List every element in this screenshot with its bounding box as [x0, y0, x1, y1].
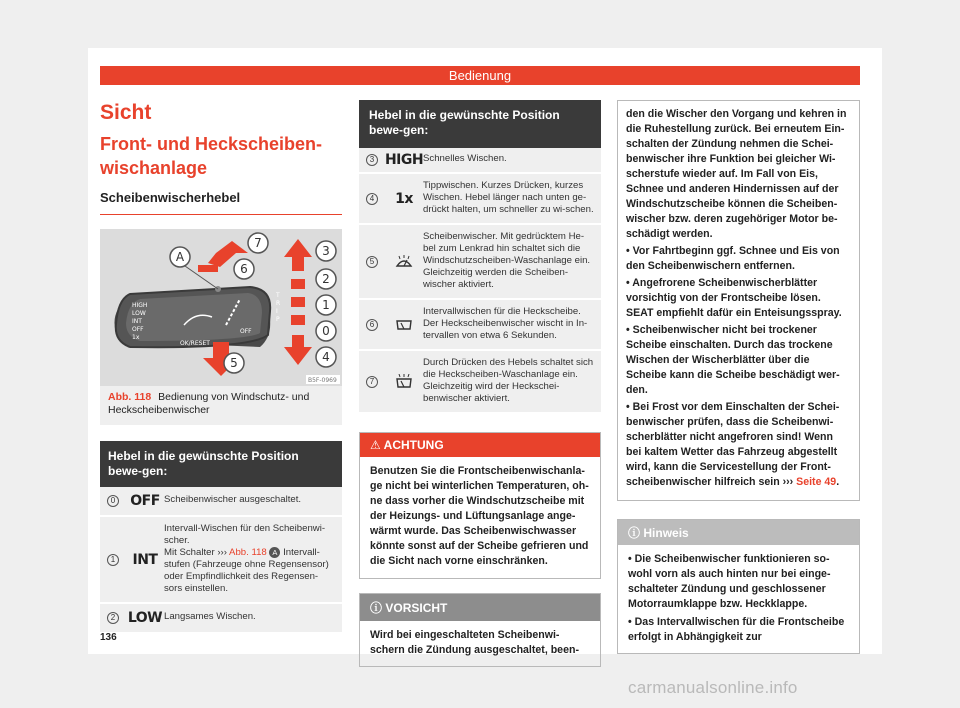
position-desc: Durch Drücken des Hebels schaltet sich die Heckscheiben-Waschanlage ein. Gleichzeitig wird der Heckschei-benwischer aktiviert. [423, 357, 594, 404]
position-desc: Langsames Wischen. [164, 610, 256, 622]
callout-6: 6 [240, 262, 248, 276]
section-header: Bedienung [100, 66, 860, 85]
position-desc: Scheibenwischer. Mit gedrücktem He-bel zum Lenkrad hin schaltet sich die Windschutzscheiben-Waschanlage ein. Gleichzeitig werden die Scheiben-wischer aktiviert. [423, 231, 591, 290]
caution-continued-text: den die Wischer den Vorgang und kehren in die Ruhestellung zurück. Bei erneutem Ein-schalten der Zündung nehmen die Schei-benwischer ihre Funktion bei gleicher Wi-scherstufe wieder auf. Im Fall von Eis, Schnee und anderen Hindernissen auf der Windschutzscheibe können die Scheiben-wischer bzw. deren zugehöriger Motor be-schädigt werden. [626, 108, 847, 240]
position-symbol-high: HIGH [384, 152, 424, 168]
caution-box [359, 593, 601, 667]
position-number: 6 [366, 319, 378, 331]
figure-caption [100, 386, 342, 425]
table-header: Hebel in die gewünschte Position bewe-gen: [100, 441, 342, 487]
chapter-title [100, 132, 342, 180]
position-desc: Scheibenwischer ausgeschaltet. [164, 493, 302, 505]
position-table-1 [100, 441, 342, 634]
wiper-lever-figure [100, 229, 342, 386]
callout-5: 5 [230, 356, 238, 370]
position-symbol-low: LOW [127, 610, 163, 626]
caution-icon: ⓘ [370, 601, 383, 615]
warning-text: Benutzen Sie die Frontscheibenwischanla-ge nicht bei winterlichen Temperaturen, oh-ne dass vorher die Windschutzscheibe mit der Heizungs- und Lüftungsanlage ange-wärmt wurde. Das Scheibenwischwasser könnte sonst auf der Scheibe gefrieren und die Sicht nach vorne einschränken. [370, 465, 589, 567]
callout-2: 2 [322, 272, 330, 286]
table-row [359, 300, 601, 351]
figure-ref: Abb. 118 [108, 391, 152, 403]
callout-0: 0 [322, 324, 330, 338]
position-number: 0 [107, 495, 119, 507]
hint-text [618, 545, 859, 653]
callout-1: 1 [322, 298, 330, 312]
position-desc: Intervall-Wischen für den Scheibenwi-scher. Mit Schalter ››› Abb. 118 A Intervall-stufen (Fahrzeuge ohne Regensensor) oder Empfindlichkeit des Regensen-sors einstellen. [164, 523, 329, 594]
table-header: Hebel in die gewünschte Position bewe-gen: [359, 100, 601, 148]
lever-label-int: INT [132, 318, 142, 325]
lever-label-1x: 1x [132, 334, 140, 341]
table-row [100, 487, 342, 517]
lever-label-ok-reset: OK/RESET [180, 340, 210, 347]
figure-code: B5F-0969 [308, 377, 337, 384]
list-item: • Scheibenwischer nicht bei trockener Scheibe einschalten. Durch das trockene Wischen der Wischerblätter über die Scheibe kann die Scheibe beschädigt wer-den. [626, 324, 840, 396]
lever-label-trip: T [276, 292, 280, 299]
table-row [359, 351, 601, 414]
watermark: carmanualsonline.info [628, 678, 798, 697]
callout-4: 4 [322, 350, 330, 364]
position-desc: Intervallwischen für die Heckscheibe. Der Heckscheibenwischer wischt in In-tervallen von etwa 6 Sekunden. [423, 306, 588, 341]
position-symbol-off: OFF [130, 493, 160, 509]
washer-front-icon [385, 225, 423, 298]
column-middle [359, 100, 601, 667]
rear-washer-icon [385, 351, 423, 412]
hint-header: ⓘ Hinweis [618, 520, 859, 545]
wiper-lever-illustration [100, 229, 342, 386]
hint-box [617, 519, 860, 654]
page-title: Sicht [100, 101, 152, 124]
figure-caption-text: Bedienung von Windschutz- und Heckscheibenwischer [108, 391, 310, 416]
position-number: 5 [366, 256, 378, 268]
column-left [100, 100, 342, 634]
chapter-title-line1: Front- und Heckscheiben- [100, 134, 323, 154]
list-item: • Bei Frost vor dem Einschalten der Schei-benwischer prüfen, dass die Scheibenwi-scherblätter nicht angefroren sind! Wenn bei kaltem Wetter das Fahrzeug abgestellt wird, kann die Servicestellung der Front-scheibenwischer hilfreich sein ››› Seite 49. [626, 401, 840, 488]
info-icon: ⓘ [628, 526, 641, 540]
table-row [100, 604, 342, 634]
position-number: 2 [107, 612, 119, 624]
position-number: 1 [107, 554, 119, 566]
lever-label-off-rear: OFF [240, 328, 252, 335]
warning-icon: ⚠ [370, 438, 381, 452]
lever-label-off: OFF [132, 326, 144, 333]
position-number: 4 [366, 193, 378, 205]
rear-wiper-icon [385, 300, 423, 349]
position-desc: Schnelles Wischen. [423, 152, 507, 164]
callout-7: 7 [254, 236, 262, 250]
svg-text:I: I [276, 308, 278, 315]
lever-label-low: LOW [132, 310, 146, 317]
list-item: • Die Scheibenwischer funktionieren so-wohl vorn als auch hinten nur bei einge-schalteter Zündung und geschlossener Motorraumklappe bzw. Heckklappe. [628, 553, 831, 610]
table-row [359, 225, 601, 300]
table-row [100, 517, 342, 604]
warning-header: ⚠ ACHTUNG [360, 433, 600, 457]
callout-A: A [175, 250, 185, 264]
table-row [359, 148, 601, 174]
callout-3: 3 [322, 244, 330, 258]
section-heading: Scheibenwischerhebel [100, 190, 342, 215]
caution-continued-box [617, 100, 860, 501]
column-right [617, 100, 860, 654]
list-item: • Das Intervallwischen für die Frontscheibe erfolgt in Abhängigkeit zur [628, 616, 845, 643]
list-item: • Angefrorene Scheibenwischerblätter vorsichtig von der Frontscheibe lösen. SEAT empfiehlt dafür ein Enteisungsspray. [626, 277, 842, 319]
position-number: 3 [366, 154, 378, 166]
chapter-title-line2: wischanlage [100, 158, 208, 178]
position-desc: Tippwischen. Kurzes Drücken, kurzes Wischen. Hebel länger nach unten ge-drückt halten, um schneller zu wi-schen. [423, 180, 594, 215]
warning-box [359, 432, 601, 579]
position-number: 7 [366, 376, 378, 388]
callout-ref-A: A [269, 547, 280, 558]
position-symbol-1x: 1x [395, 190, 413, 207]
page-link[interactable]: Seite 49 [796, 476, 837, 488]
caution-text: Wird bei eingeschalteten Scheibenwi-schern die Zündung ausgeschaltet, been- [370, 629, 579, 656]
svg-text:P: P [276, 316, 280, 323]
list-item: • Vor Fahrtbeginn ggf. Schnee und Eis von den Scheibenwischern entfernen. [626, 245, 840, 272]
figure-link[interactable]: Abb. 118 [229, 547, 267, 558]
position-table-2 [359, 100, 601, 414]
table-row [359, 174, 601, 225]
caution-header: ⓘ VORSICHT [360, 594, 600, 621]
svg-text:R: R [276, 300, 281, 307]
page-number: 136 [100, 632, 117, 643]
position-symbol-int: INT [132, 551, 158, 568]
lever-label-high: HIGH [132, 302, 148, 309]
